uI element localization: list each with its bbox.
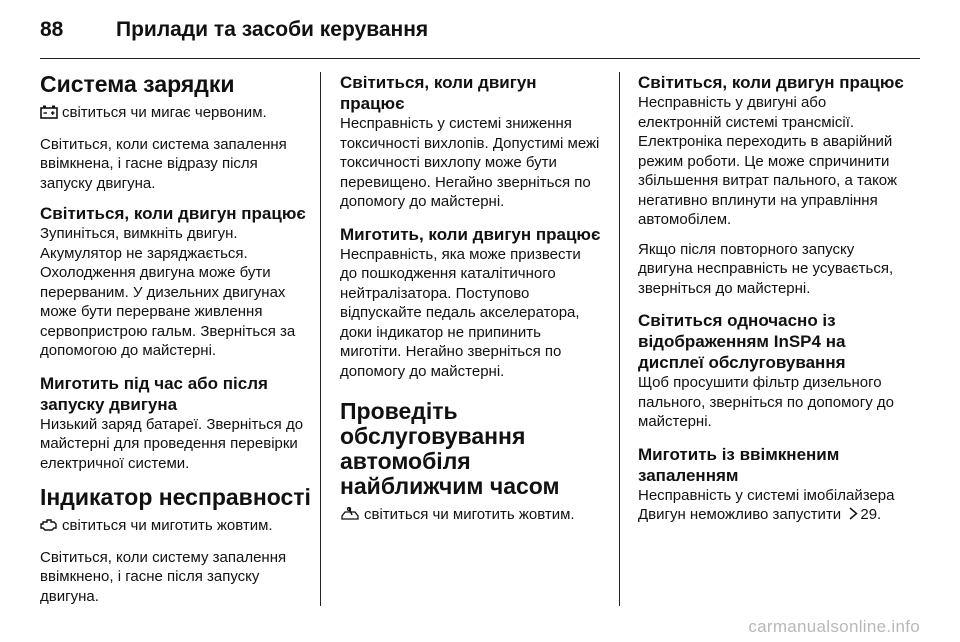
subsection-heading: Миготить, коли двигун працює	[340, 224, 601, 244]
subsection	[340, 224, 602, 382]
subsection	[40, 203, 312, 361]
subsection-heading: Світиться, коли двигун працює	[340, 73, 537, 113]
subsection-heading: Світиться, коли двигун працює	[40, 204, 306, 223]
subsection	[638, 444, 910, 526]
paragraph	[40, 516, 312, 538]
battery-indicator-text: світиться чи мигає червоним.	[62, 104, 267, 121]
subsection	[340, 72, 602, 212]
header-divider	[40, 58, 920, 59]
page-title: Прилади та засоби керування	[116, 18, 429, 41]
subsection	[40, 373, 312, 474]
paragraph: Щоб просушити фільтр дизельного пального, зверніться по допомогу до майстерні.	[638, 374, 895, 430]
immobilizer-text: Несправність у системі імобілайзера Двигун неможливо запустити	[638, 486, 895, 523]
service-indicator-text: світиться чи миготить жовтим.	[364, 506, 575, 523]
paragraph: Якщо після повторного запуску двигуна несправність не усувається, зверніться до майстерні.	[638, 240, 894, 297]
page-header	[40, 18, 920, 42]
subsection-heading: Світиться одночасно із відображенням InSP4 на дисплеї обслуговування	[638, 311, 846, 372]
subsection-heading: Миготить із ввімкненим запаленням	[638, 444, 840, 485]
engine-indicator-text: світиться чи миготить жовтим.	[62, 517, 273, 534]
section-heading-charging-system: Система зарядки	[40, 71, 235, 97]
paragraph: Несправність у двигуні або електронній системі трансмісії. Електроніка переходить в аварійний режим роботи. Це може спричинити збільшення витрат пального, а також негативно вплинути на управління автомобілем.	[638, 94, 898, 228]
section-heading-service-soon: Проведіть обслуговування автомобіля найближчим часом	[340, 398, 560, 499]
subsection-heading: Миготить під час або після запуску двигуна	[40, 373, 268, 414]
paragraph	[638, 486, 910, 526]
paragraph: Зупиніться, вимкніть двигун. Акумулятор не заряджається. Охолодження двигуна може бути перерваним. У дизельних двигунах може бути перерване живлення сервопристрою гальм. Зверніться за допомогою до майстерні.	[40, 225, 296, 359]
paragraph: Несправність у системі зниження токсичності вихлопів. Допустимі межі токсичності вихлопу може бути перевищено. Негайно зверніться по допомогу до майстерні.	[340, 115, 600, 210]
page-ref-arrow-icon	[849, 506, 858, 526]
check-engine-icon	[40, 518, 58, 538]
wrench-car-icon	[340, 507, 360, 527]
page-number: 88	[40, 18, 64, 41]
paragraph	[340, 505, 602, 527]
subsection	[638, 310, 910, 432]
battery-icon	[40, 105, 58, 125]
paragraph: Світиться, коли систему запалення ввімкнено, і гасне після запуску двигуна.	[40, 548, 287, 605]
section-heading-malfunction-indicator: Індикатор несправності	[40, 484, 311, 510]
subsection	[638, 72, 910, 298]
paragraph: Несправність, яка може призвести до пошкодження каталітичного нейтралізатора. Поступово відпускайте педаль акселератора, доки індикатор не припинить миготіти. Негайно зверніться по допомогу до майстерні.	[340, 245, 581, 380]
column-1	[40, 72, 312, 616]
watermark: carmanualsonline.info	[748, 617, 920, 636]
subsection-heading: Світиться, коли двигун працює	[638, 73, 904, 92]
paragraph: Світиться, коли система запалення ввімкнена, і гасне відразу після запуску двигуна.	[40, 135, 287, 192]
column-divider-2	[619, 72, 620, 606]
column-3	[638, 72, 910, 538]
column-2	[340, 72, 602, 537]
paragraph	[40, 103, 312, 125]
page-reference-link[interactable]: 29.	[860, 506, 882, 523]
paragraph: Низький заряд батареї. Зверніться до майстерні для проведення перевірки електричної системи.	[40, 415, 304, 472]
column-divider-1	[320, 72, 321, 606]
